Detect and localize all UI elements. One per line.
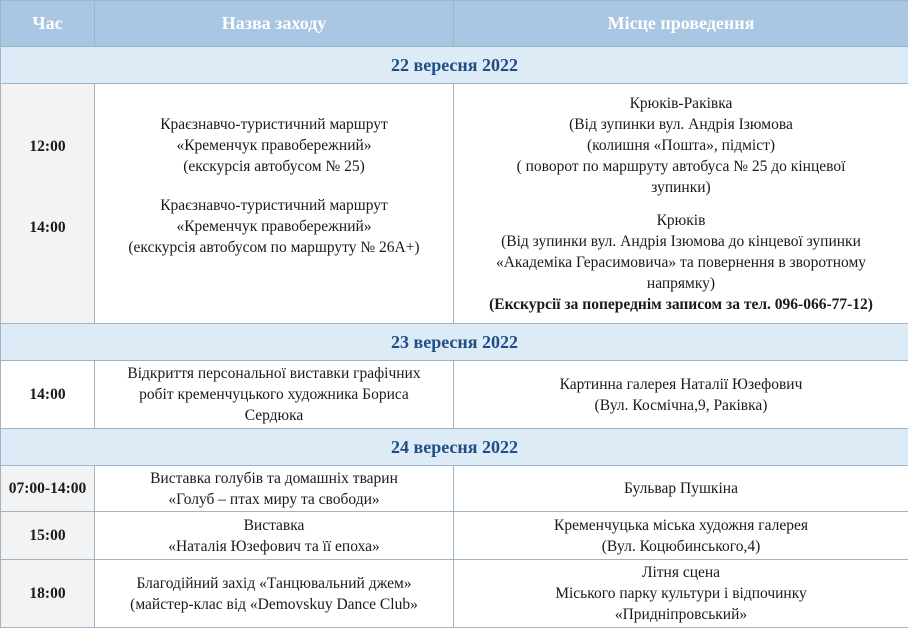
- table-row: [1, 84, 908, 324]
- header-row: [1, 1, 908, 47]
- event-line: «Наталія Юзефович та її епоха»: [168, 537, 380, 555]
- event-line: (екскурсія автобусом № 25): [183, 157, 365, 175]
- place-cell: [454, 466, 908, 512]
- place-line: Картинна галерея Наталії Юзефович: [559, 375, 803, 393]
- time-cell: [1, 84, 95, 324]
- place-line: Кременчуцька міська художня галерея: [554, 516, 808, 534]
- place-line: зупинки): [651, 178, 711, 196]
- event-cell: [95, 84, 454, 324]
- event-line: Виставка голубів та домашніх тварин: [150, 469, 398, 487]
- event-cell: [95, 466, 454, 512]
- date-row: [1, 324, 908, 361]
- booking-note: (Екскурсії за попереднім записом за тел. 096-066-77-12): [489, 295, 873, 313]
- date-heading: 22 вересня 2022: [1, 47, 908, 84]
- place-line: (Від зупинки вул. Андрія Ізюмова до кінцевої зупинки: [501, 232, 861, 250]
- place-line: «Академіка Герасимовича» та повернення в зворотному: [495, 253, 867, 271]
- time-cell: 15:00: [1, 512, 95, 560]
- place-cell: [454, 512, 908, 560]
- event-cell: [95, 512, 454, 560]
- place-line: Крюків-Раківка: [629, 94, 733, 112]
- header-event: Назва заходу: [95, 1, 454, 47]
- place-line: Бульвар Пушкіна: [624, 480, 738, 497]
- event-cell: [95, 560, 454, 628]
- event-line: «Кременчук правобережний»: [176, 136, 372, 154]
- event-cell: [95, 361, 454, 429]
- place-line: напрямку): [646, 274, 716, 292]
- table-row: [1, 560, 908, 628]
- event-line: (екскурсія автобусом по маршруту № 26А+): [128, 238, 420, 256]
- event-line: Виставка: [243, 516, 305, 534]
- time-cell: 07:00-14:00: [1, 466, 95, 512]
- event-line: робіт кременчуцького художника Бориса: [139, 386, 409, 403]
- table-row: [1, 512, 908, 560]
- table-row: [1, 361, 908, 429]
- event-line: Краєзнавчо-туристичний маршрут: [160, 115, 388, 133]
- place-line: (Вул. Коцюбинського,4): [601, 537, 761, 555]
- event-line: (майстер-клас від «Demovskuy Dance Club»: [130, 595, 418, 613]
- header-place: Місце проведення: [454, 1, 908, 47]
- date-row: [1, 47, 908, 84]
- time-value: 12:00: [29, 137, 66, 155]
- event-line: «Голуб – птах миру та свободи»: [168, 490, 380, 508]
- place-line: Літня сцена: [641, 564, 721, 581]
- place-cell: [454, 560, 908, 628]
- place-cell: [454, 361, 908, 429]
- time-cell: 14:00: [1, 361, 95, 429]
- time-value: 14:00: [29, 218, 66, 236]
- place-line: (Від зупинки вул. Андрія Ізюмова: [569, 115, 793, 133]
- header-time: Час: [1, 1, 95, 47]
- place-line: Міського парку культури і відпочинку: [555, 585, 807, 602]
- event-line: Благодійний захід «Танцювальний джем»: [136, 574, 412, 592]
- place-line: Крюків: [656, 211, 706, 229]
- date-heading: 24 вересня 2022: [1, 429, 908, 466]
- place-line: «Придніпровський»: [614, 606, 748, 623]
- place-cell: [454, 84, 908, 324]
- time-cell: 18:00: [1, 560, 95, 628]
- place-line: (Вул. Космічна,9, Раківка): [594, 396, 768, 414]
- date-heading: 23 вересня 2022: [1, 324, 908, 361]
- event-line: Відкриття персональної виставки графічних: [127, 365, 421, 382]
- event-line: Сердюка: [244, 407, 304, 424]
- date-row: [1, 429, 908, 466]
- event-line: Краєзнавчо-туристичний маршрут: [160, 196, 388, 214]
- event-line: «Кременчук правобережний»: [176, 217, 372, 235]
- place-line: (колишня «Пошта», підміст): [586, 136, 776, 154]
- place-line: ( поворот по маршруту автобуса № 25 до кінцевої: [516, 157, 846, 175]
- table-row: [1, 466, 908, 512]
